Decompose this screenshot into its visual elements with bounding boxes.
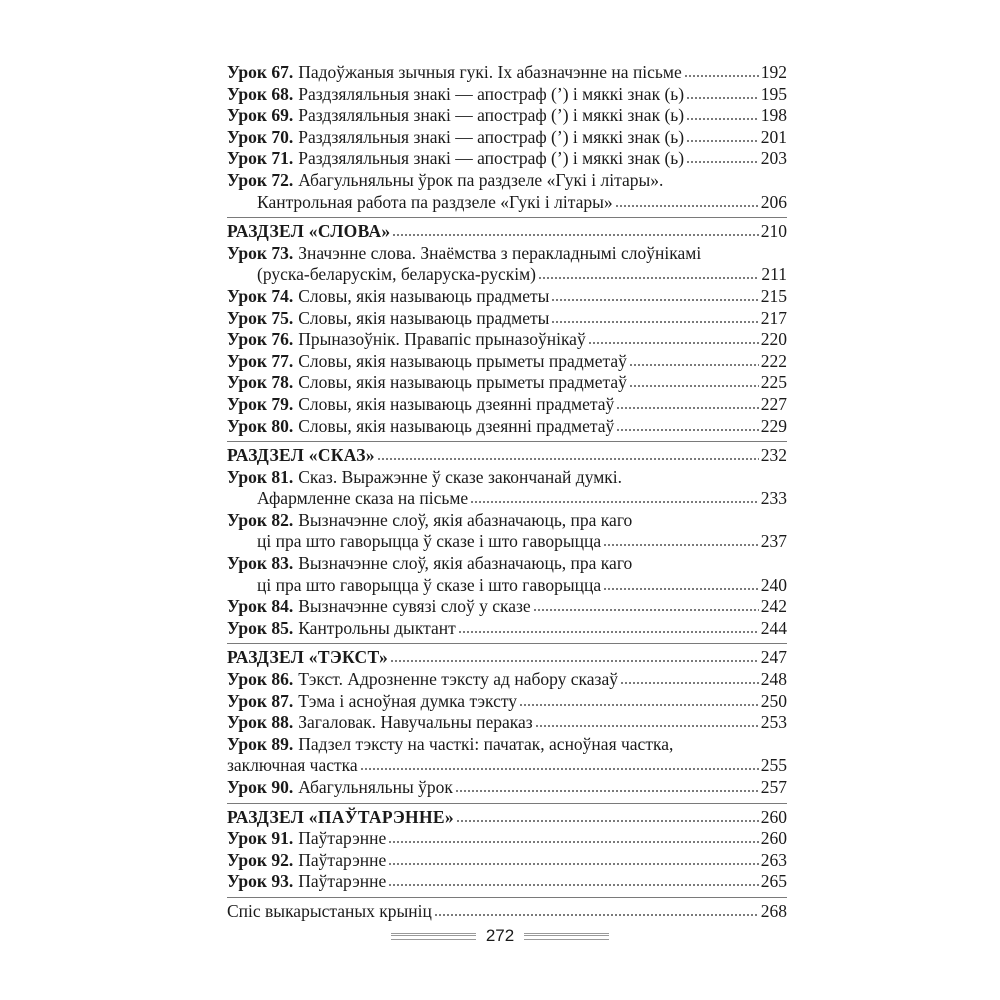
- page-ref: 211: [761, 264, 787, 285]
- lesson-label: Урок 84.: [227, 596, 294, 617]
- lesson-label: Урок 70.: [227, 126, 294, 147]
- lesson-label: Урок 89.: [227, 733, 294, 754]
- lesson-label: Урок 75.: [227, 307, 294, 328]
- lesson-label: Урок 92.: [227, 849, 294, 870]
- leader-dots: [603, 587, 759, 591]
- lesson-label: Урок 86.: [227, 669, 294, 690]
- entry-text: (руска-беларускім, беларуска-рускім): [257, 264, 536, 285]
- entry-line: [227, 329, 787, 351]
- leader-dots: [603, 543, 759, 547]
- entry-line: [227, 105, 787, 127]
- leader-dots: [684, 74, 759, 78]
- section-title: РАЗДЗЕЛ «ПАЎТАРЭННЕ»: [227, 806, 454, 827]
- page-ref: 244: [760, 617, 787, 638]
- entry-text: Словы, якія называюць дзеянні прадметаў: [298, 415, 615, 436]
- entry-title: Спіс выкарыстаных крыніц: [227, 900, 432, 921]
- lesson-label: Урок 93.: [227, 871, 294, 892]
- leader-dots: [686, 117, 759, 121]
- page-ref: 263: [760, 849, 787, 870]
- section-heading[interactable]: [227, 221, 787, 243]
- entry-text: Афармленне сказа на пісьме: [257, 488, 469, 509]
- leader-dots: [519, 703, 759, 707]
- leader-dots: [629, 363, 759, 367]
- leader-dots: [390, 659, 759, 663]
- toc-entry[interactable]: [227, 416, 787, 438]
- lesson-label: Урок 72.: [227, 169, 294, 190]
- page-ref: 203: [760, 148, 787, 169]
- leader-dots: [388, 840, 759, 844]
- leader-dots: [629, 384, 759, 388]
- lesson-label: Урок 67.: [227, 62, 294, 82]
- section-heading[interactable]: [227, 807, 787, 829]
- entry-line: [227, 243, 787, 265]
- leader-dots: [686, 139, 759, 143]
- entry-text: Сказ. Выражэнне ў сказе закончанай думкі.: [298, 466, 623, 487]
- lesson-label: Урок 90.: [227, 777, 294, 797]
- entry-text: Раздзяляльныя знакі — апостраф (’) і мяккі знак (ь): [298, 126, 685, 147]
- lesson-label: Урок 81.: [227, 466, 294, 487]
- entry-line: [227, 510, 787, 532]
- toc-entry[interactable]: [227, 467, 787, 510]
- toc-entry[interactable]: [227, 553, 787, 596]
- toc-entry[interactable]: [227, 691, 787, 713]
- leader-dots: [620, 681, 759, 685]
- page-footer: [0, 926, 1000, 946]
- page-ref: 253: [760, 712, 787, 733]
- page-ref: 232: [760, 445, 787, 466]
- leader-dots: [377, 457, 759, 461]
- page-ref: 265: [760, 871, 787, 892]
- page-ref: 260: [760, 806, 787, 827]
- toc-entry[interactable]: [227, 394, 787, 416]
- entry-line: [227, 669, 787, 691]
- page-ref: 242: [760, 596, 787, 617]
- toc-entry[interactable]: [227, 329, 787, 351]
- section-divider: [227, 897, 787, 898]
- lesson-label: Урок 78.: [227, 372, 294, 393]
- leader-dots: [616, 406, 759, 410]
- entry-line: [227, 170, 787, 192]
- section-title: РАЗДЗЕЛ «СКАЗ»: [227, 445, 375, 466]
- lesson-label: Урок 88.: [227, 712, 294, 733]
- lesson-label: Урок 69.: [227, 105, 294, 126]
- leader-dots: [434, 913, 759, 917]
- entry-line: [227, 286, 787, 308]
- page-ref: 225: [760, 372, 787, 393]
- lesson-label: Урок 68.: [227, 83, 294, 104]
- page-ref: 227: [760, 393, 787, 414]
- lesson-label: Урок 80.: [227, 415, 294, 436]
- entry-text: Прыназоўнік. Правапіс прыназоўнікаў: [298, 329, 586, 350]
- page-ref: 233: [760, 488, 787, 509]
- entry-text: Словы, якія называюць прыметы прадметаў: [298, 372, 627, 393]
- lesson-label: Урок 91.: [227, 828, 294, 849]
- page-ref: 268: [760, 900, 787, 921]
- toc-entry[interactable]: [227, 510, 787, 553]
- entry-text: Кантрольны дыктант: [298, 617, 456, 638]
- section-title: РАЗДЗЕЛ «СЛОВА»: [227, 221, 391, 242]
- entry-line: [227, 467, 787, 489]
- page-ref: 217: [760, 307, 787, 328]
- entry-line: [227, 62, 787, 84]
- leader-dots: [360, 767, 759, 771]
- page-ref: 247: [760, 647, 787, 668]
- entry-line: [227, 850, 787, 872]
- toc-entry[interactable]: [227, 618, 787, 640]
- entry-text: Абагульняльны ўрок: [298, 777, 453, 797]
- page-ref: 229: [760, 415, 787, 436]
- section-divider: [227, 217, 787, 218]
- lesson-label: Урок 77.: [227, 350, 294, 371]
- leader-dots: [455, 789, 759, 793]
- toc-entry[interactable]: [227, 372, 787, 394]
- page-ref: 198: [760, 105, 787, 126]
- entry-text: Словы, якія называюць дзеянні прадметаў: [298, 393, 615, 414]
- leader-dots: [535, 724, 759, 728]
- entry-line: [227, 734, 787, 756]
- entry-line: [227, 84, 787, 106]
- entry-text: Тэма і асноўная думка тэксту: [298, 690, 518, 711]
- entry-continuation: [227, 192, 787, 214]
- page-ref: 250: [760, 690, 787, 711]
- entry-text: Словы, якія называюць прадметы: [298, 285, 550, 306]
- entry-text: Кантрольная работа па раздзеле «Гукі і літары»: [257, 191, 613, 212]
- entry-continuation: [227, 755, 787, 777]
- toc-entry[interactable]: [227, 901, 787, 923]
- entry-text: Паўтарэнне: [298, 871, 387, 892]
- entry-text: заключная частка: [227, 755, 358, 776]
- entry-continuation: [227, 488, 787, 510]
- entry-text: Абагульняльны ўрок па раздзеле «Гукі і літары».: [298, 169, 664, 190]
- entry-line: [227, 351, 787, 373]
- toc-entry[interactable]: [227, 286, 787, 308]
- entry-text: Падоўжаныя зычныя гукі. Іх абазначэнне на пісьме: [298, 62, 682, 82]
- entry-text: Тэкст. Адрозненне тэксту ад набору сказаў: [298, 669, 618, 690]
- entry-text: Значэнне слова. Знаёмства з перакладнымі слоўнікамі: [298, 242, 702, 263]
- leader-dots: [388, 862, 759, 866]
- toc-entry[interactable]: [227, 871, 787, 893]
- entry-line: [227, 553, 787, 575]
- entry-line: [227, 148, 787, 170]
- entry-text: Раздзяляльныя знакі — апостраф (’) і мяккі знак (ь): [298, 83, 685, 104]
- entry-text: Вызначэнне слоў, якія абазначаюць, пра каго: [298, 553, 633, 574]
- toc-entry[interactable]: [227, 828, 787, 850]
- entry-line: [227, 127, 787, 149]
- entry-text: Раздзяляльныя знакі — апостраф (’) і мяккі знак (ь): [298, 148, 685, 169]
- toc-entry[interactable]: [227, 62, 787, 84]
- toc-entry[interactable]: [227, 351, 787, 373]
- toc-entry[interactable]: [227, 127, 787, 149]
- page-ref: 260: [760, 828, 787, 849]
- toc-entry[interactable]: [227, 596, 787, 618]
- page-number: 272: [485, 926, 515, 945]
- entry-line: [227, 871, 787, 893]
- entry-text: Раздзяляльныя знакі — апостраф (’) і мяккі знак (ь): [298, 105, 685, 126]
- entry-text: Вызначэнне слоў, якія абазначаюць, пра каго: [298, 509, 633, 530]
- entry-text: ці пра што гаворыцца ў сказе і што гаворыцца: [257, 531, 602, 552]
- entry-line: [227, 394, 787, 416]
- page-ref: 222: [760, 350, 787, 371]
- toc-entry[interactable]: [227, 777, 787, 799]
- entry-line: [227, 691, 787, 713]
- toc-entry[interactable]: [227, 148, 787, 170]
- leader-dots: [456, 819, 759, 823]
- entry-line: [227, 308, 787, 330]
- entry-line: [227, 777, 787, 799]
- entry-text: Паўтарэнне: [298, 828, 387, 849]
- entry-line: [227, 416, 787, 438]
- entry-text: Загаловак. Навучальны пераказ: [298, 712, 533, 733]
- left-ornament-rule: [391, 933, 476, 940]
- entry-line: [227, 712, 787, 734]
- page-ref: 192: [760, 62, 787, 82]
- entry-text: Словы, якія называюць прыметы прадметаў: [298, 350, 627, 371]
- page-ref: 255: [760, 755, 787, 776]
- leader-dots: [533, 608, 759, 612]
- page-ref: 195: [760, 83, 787, 104]
- leader-dots: [551, 298, 758, 302]
- right-ornament-rule: [524, 933, 609, 940]
- section-heading[interactable]: [227, 445, 787, 467]
- leader-dots: [616, 428, 759, 432]
- leader-dots: [615, 204, 759, 208]
- lesson-label: Урок 73.: [227, 242, 294, 263]
- page-ref: 240: [760, 574, 787, 595]
- lesson-label: Урок 76.: [227, 329, 294, 350]
- page-ref: 220: [760, 329, 787, 350]
- lesson-label: Урок 82.: [227, 509, 294, 530]
- page-ref: 237: [760, 531, 787, 552]
- page-ref: 206: [760, 191, 787, 212]
- leader-dots: [686, 160, 759, 164]
- page-ref: 201: [760, 126, 787, 147]
- lesson-label: Урок 71.: [227, 148, 294, 169]
- page-ref: 210: [760, 221, 787, 242]
- leader-dots: [538, 276, 759, 280]
- lesson-label: Урок 79.: [227, 393, 294, 414]
- table-of-contents: [227, 62, 787, 923]
- entry-line: [227, 828, 787, 850]
- entry-continuation: [227, 264, 787, 286]
- entry-continuation: [227, 531, 787, 553]
- section-divider: [227, 643, 787, 644]
- toc-entry[interactable]: [227, 669, 787, 691]
- toc-entry[interactable]: [227, 734, 787, 777]
- leader-dots: [388, 883, 759, 887]
- entry-line: [227, 596, 787, 618]
- leader-dots: [551, 320, 758, 324]
- toc-entry[interactable]: [227, 170, 787, 213]
- toc-entry[interactable]: [227, 850, 787, 872]
- section-heading[interactable]: [227, 647, 787, 669]
- entry-text: ці пра што гаворыцца ў сказе і што гаворыцца: [257, 574, 602, 595]
- section-title: РАЗДЗЕЛ «ТЭКСТ»: [227, 647, 389, 668]
- entry-continuation: [227, 575, 787, 597]
- leader-dots: [392, 233, 758, 237]
- entry-text: Словы, якія называюць прадметы: [298, 307, 550, 328]
- section-divider: [227, 803, 787, 804]
- leader-dots: [470, 500, 759, 504]
- leader-dots: [588, 341, 759, 345]
- toc-entry[interactable]: [227, 712, 787, 734]
- page-ref: 257: [760, 777, 787, 797]
- entry-line: [227, 372, 787, 394]
- lesson-label: Урок 83.: [227, 553, 294, 574]
- page-ref: 215: [760, 285, 787, 306]
- page-ref: 248: [760, 669, 787, 690]
- toc-entry[interactable]: [227, 105, 787, 127]
- toc-entry[interactable]: [227, 308, 787, 330]
- toc-entry[interactable]: [227, 84, 787, 106]
- entry-line: [227, 618, 787, 640]
- section-divider: [227, 441, 787, 442]
- lesson-label: Урок 85.: [227, 617, 294, 638]
- leader-dots: [458, 630, 759, 634]
- lesson-label: Урок 87.: [227, 690, 294, 711]
- entry-text: Вызначэнне сувязі слоў у сказе: [298, 596, 531, 617]
- toc-entry[interactable]: [227, 243, 787, 286]
- entry-text: Падзел тэксту на часткі: пачатак, асноўная частка,: [298, 733, 674, 754]
- leader-dots: [686, 96, 759, 100]
- entry-text: Паўтарэнне: [298, 849, 387, 870]
- lesson-label: Урок 74.: [227, 285, 294, 306]
